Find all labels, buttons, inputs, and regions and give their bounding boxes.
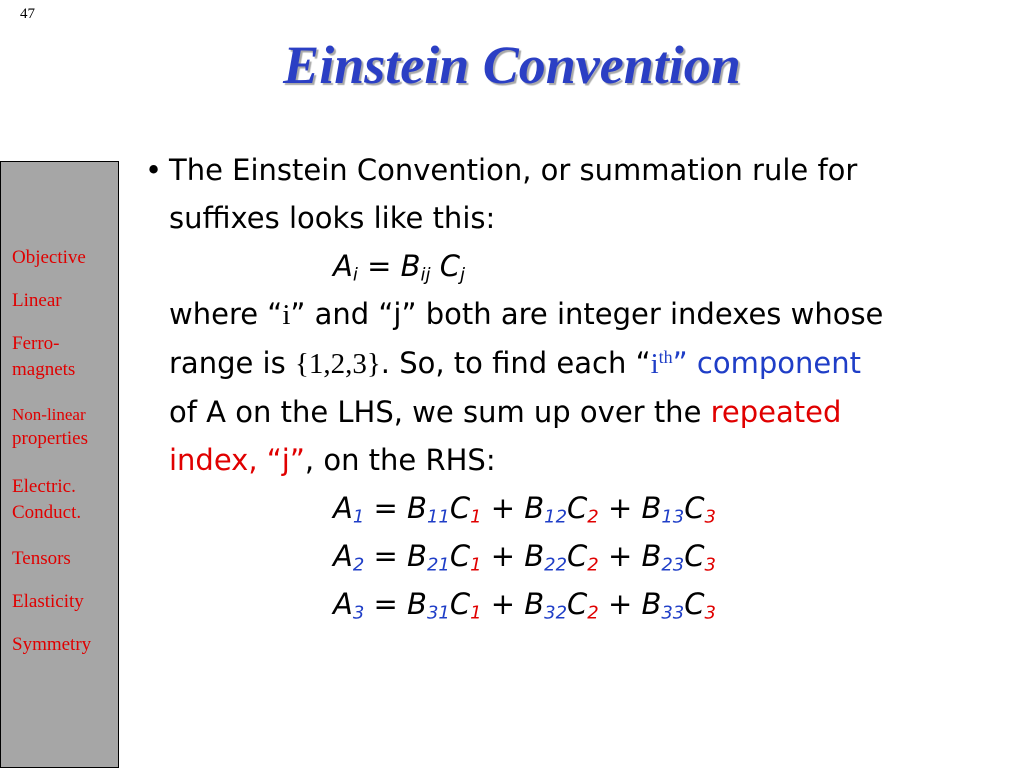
text-run: . So, to find each “ — [380, 346, 651, 380]
equation-row — [333, 580, 985, 628]
nav-item-label: Ferro- — [12, 333, 60, 354]
eq-symbol: C — [567, 587, 588, 621]
nav-item-linear[interactable]: Linear — [12, 290, 62, 311]
eq-operator: = — [373, 491, 398, 525]
ith-component — [651, 346, 861, 380]
text-run: th — [658, 347, 673, 368]
equation-row — [333, 532, 985, 580]
nav-item-ferromagnets[interactable] — [12, 331, 75, 383]
eq-symbol: B — [400, 249, 421, 283]
eq-operator: + — [490, 491, 516, 525]
eq-symbol: B — [407, 587, 427, 621]
eq-symbol: B — [407, 539, 427, 573]
bullet-icon: • — [145, 153, 163, 187]
equation-row — [333, 484, 985, 532]
nav-item-label: Conduct. — [12, 502, 82, 523]
text-run: range is — [169, 346, 295, 380]
sidebar-nav — [0, 161, 119, 768]
nav-item-tensors[interactable]: Tensors — [12, 548, 71, 569]
eq-subscript: ij — [420, 264, 431, 286]
eq-subscript: 1 — [470, 506, 482, 528]
nav-item-nonlinear-properties[interactable] — [12, 402, 88, 450]
text-line — [169, 436, 985, 484]
eq-symbol: B — [524, 491, 545, 525]
eq-symbol: C — [684, 587, 705, 621]
nav-item-elasticity[interactable]: Elasticity — [12, 591, 84, 612]
eq-subscript: 1 — [470, 602, 482, 624]
eq-subscript: 32 — [544, 602, 568, 624]
eq-operator: + — [490, 539, 516, 573]
main-equation — [333, 242, 985, 290]
eq-symbol: C — [684, 491, 705, 525]
eq-symbol: C — [439, 249, 460, 283]
nav-item-label: magnets — [12, 359, 76, 380]
eq-subscript: j — [459, 264, 465, 286]
eq-symbol: B — [524, 539, 545, 573]
text-run: ” — [672, 346, 688, 380]
text-run: of A on the LHS, we sum up over the — [169, 395, 711, 429]
eq-symbol: B — [407, 491, 427, 525]
eq-subscript: 33 — [661, 602, 685, 624]
eq-symbol: A — [333, 539, 353, 573]
eq-subscript: 3 — [704, 506, 716, 528]
eq-subscript: 2 — [587, 602, 599, 624]
eq-symbol: A — [333, 587, 353, 621]
text-line: The Einstein Convention, or summation rule for — [169, 153, 858, 187]
eq-symbol: A — [333, 249, 353, 283]
expanded-equations — [169, 484, 985, 628]
eq-subscript: 23 — [661, 554, 685, 576]
text-run: i — [282, 299, 291, 331]
eq-symbol: A — [333, 491, 353, 525]
bullet-content — [145, 146, 985, 628]
eq-subscript: 1 — [352, 506, 365, 528]
eq-subscript: 21 — [426, 554, 450, 576]
slide-title: Einstein Convention — [283, 35, 741, 95]
eq-operator: + — [607, 587, 633, 621]
eq-operator: + — [607, 491, 633, 525]
eq-operator: + — [607, 539, 633, 573]
text-line — [169, 290, 985, 339]
text-run: component — [687, 346, 861, 380]
eq-symbol: C — [567, 491, 588, 525]
eq-operator: = — [373, 587, 398, 621]
eq-subscript: 13 — [661, 506, 685, 528]
slide-number: 47 — [20, 6, 35, 22]
eq-symbol: B — [641, 587, 662, 621]
nav-item-symmetry[interactable]: Symmetry — [12, 634, 92, 655]
text-run: repeated — [710, 395, 842, 429]
text-run: {1,2,3} — [294, 348, 381, 380]
nav-item-electric-conduct[interactable] — [12, 474, 81, 526]
nav-item-objective[interactable]: Objective — [12, 247, 86, 268]
eq-operator: = — [367, 249, 392, 283]
text-run: , on the RHS: — [304, 443, 496, 477]
eq-subscript: 2 — [587, 554, 599, 576]
eq-symbol: C — [449, 491, 471, 525]
eq-symbol: C — [449, 587, 471, 621]
eq-subscript: 2 — [352, 554, 365, 576]
eq-symbol: B — [641, 491, 662, 525]
eq-subscript: 31 — [426, 602, 450, 624]
eq-subscript: 12 — [544, 506, 568, 528]
text-run: i — [650, 348, 659, 380]
text-run: index, “j” — [169, 443, 305, 477]
eq-subscript: 22 — [544, 554, 568, 576]
nav-item-label: properties — [12, 428, 88, 449]
text-line: suffixes looks like this: — [169, 201, 496, 235]
text-run: where “ — [169, 297, 283, 331]
eq-subscript: 3 — [704, 602, 716, 624]
eq-symbol: C — [567, 539, 588, 573]
text-run: ” and “j” both are integer indexes whose — [290, 297, 884, 331]
eq-symbol: C — [449, 539, 471, 573]
eq-symbol: C — [684, 539, 705, 573]
eq-operator: = — [373, 539, 398, 573]
text-line — [169, 339, 985, 388]
nav-item-label: Electric. — [12, 476, 76, 497]
bullet-body — [169, 146, 985, 628]
eq-subscript: 11 — [426, 506, 450, 528]
eq-subscript: 2 — [587, 506, 599, 528]
eq-operator: + — [490, 587, 516, 621]
nav-item-label: Non-linear — [12, 405, 86, 424]
eq-subscript: i — [352, 264, 358, 286]
eq-subscript: 3 — [352, 602, 365, 624]
eq-subscript: 1 — [470, 554, 482, 576]
eq-symbol: B — [641, 539, 662, 573]
eq-symbol: B — [524, 587, 545, 621]
eq-subscript: 3 — [704, 554, 716, 576]
text-line — [169, 388, 985, 436]
